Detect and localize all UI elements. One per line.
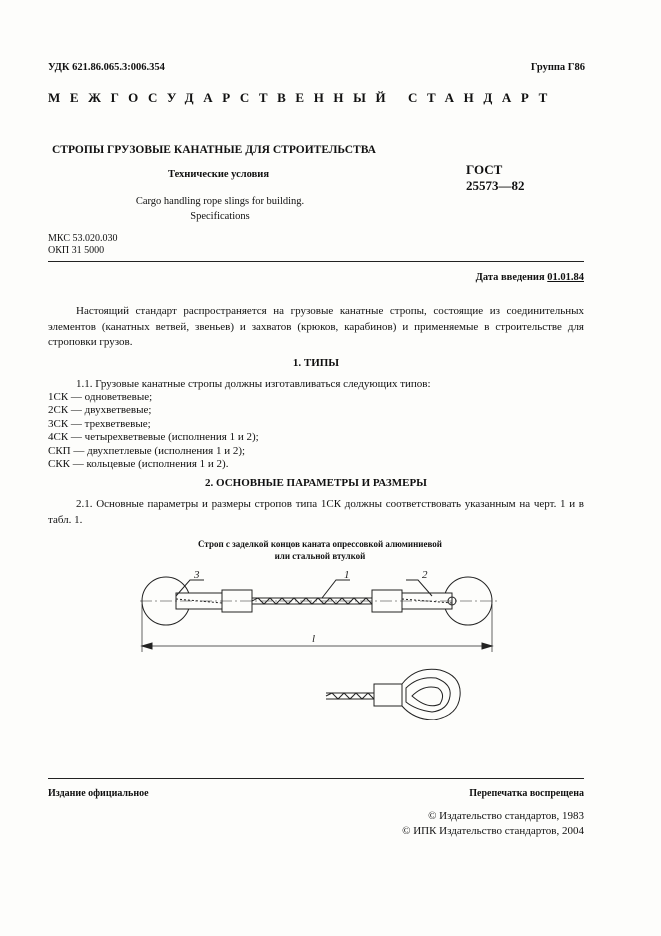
english-title-line-1: Cargo handling rope slings for building. xyxy=(135,196,305,207)
figure-caption-line-2: или стальной втулкой xyxy=(274,550,366,561)
intro-date xyxy=(476,272,584,283)
official-edition: Издание официальное xyxy=(48,788,149,799)
gost-label: ГОСТ xyxy=(466,162,503,177)
english-title xyxy=(100,194,340,224)
list-item: 4СК — четырехветвевые (исполнения 1 и 2); xyxy=(48,431,259,444)
list-item: 2СК — двухветвевые; xyxy=(48,404,152,417)
reprint-notice: Перепечатка воспрещена xyxy=(469,788,584,799)
list-item: 1СК — одноветвевые; xyxy=(48,391,153,403)
footer-divider xyxy=(48,778,584,779)
gost-number: 25573—82 xyxy=(466,178,525,193)
mks-code: МКС 53.020.030 xyxy=(48,233,118,244)
intro-paragraph: Настоящий стандарт распространяется на грузовые канатные стропы, состоящие из соединительных элементов (канатных ветвей, звеньев) и захватов (крюков, карабинов) и применяемые в строительстве для строповки грузов. xyxy=(48,305,584,348)
gost-designation xyxy=(466,162,525,194)
figure-caption xyxy=(140,539,500,562)
okp-code: ОКП 31 5000 xyxy=(48,245,105,256)
udk-code: УДК 621.86.065.3:006.354 xyxy=(48,62,165,73)
document-subtitle: Технические условия xyxy=(168,169,270,180)
document-title: СТРОПЫ ГРУЗОВЫЕ КАНАТНЫЕ ДЛЯ СТРОИТЕЛЬСТВА xyxy=(52,144,376,156)
types-list xyxy=(48,391,259,471)
copyright-1983: © Издательство стандартов, 1983 xyxy=(428,810,584,822)
group-code: Группа Г86 xyxy=(530,62,585,73)
header-divider xyxy=(48,261,584,262)
dimension-label: l xyxy=(312,633,316,645)
section-2-heading: 2. ОСНОВНЫЕ ПАРАМЕТРЫ И РАЗМЕРЫ xyxy=(205,477,427,489)
detail-ferrule xyxy=(374,684,402,706)
list-item: СКК — кольцевые (исполнения 1 и 2). xyxy=(48,458,229,471)
english-title-line-2: Specifications xyxy=(190,211,250,222)
classification-codes xyxy=(48,233,117,257)
callout-1: 1 xyxy=(344,569,350,581)
section-1-heading: 1. ТИПЫ xyxy=(292,357,340,369)
callout-3: 3 xyxy=(194,569,200,581)
clause-1-1: 1.1. Грузовые канатные стропы должны изготавливаться следующих типов: xyxy=(76,378,431,390)
standard-banner: МЕЖГОСУДАРСТВЕННЫЙ СТАНДАРТ xyxy=(48,90,557,105)
intro-date-value: 01.01.84 xyxy=(547,272,584,283)
copyright-2004: © ИПК Издательство стандартов, 2004 xyxy=(402,825,584,837)
list-item: 3СК — трехветвевые; xyxy=(48,417,151,430)
detail-thimble xyxy=(402,669,460,720)
sling-drawing xyxy=(0,560,661,720)
intro-date-label: Дата введения xyxy=(475,272,545,283)
figure-caption-line-1: Строп с заделкой концов каната опрессовкой алюминиевой xyxy=(198,539,442,549)
callout-2: 2 xyxy=(422,569,428,581)
clause-2-1: 2.1. Основные параметры и размеры стропов типа 1СК должны соответствовать указанным на черт. 1 и в табл. 1. xyxy=(48,498,584,526)
list-item: СКП — двухпетлевые (исполнения 1 и 2); xyxy=(48,444,246,457)
